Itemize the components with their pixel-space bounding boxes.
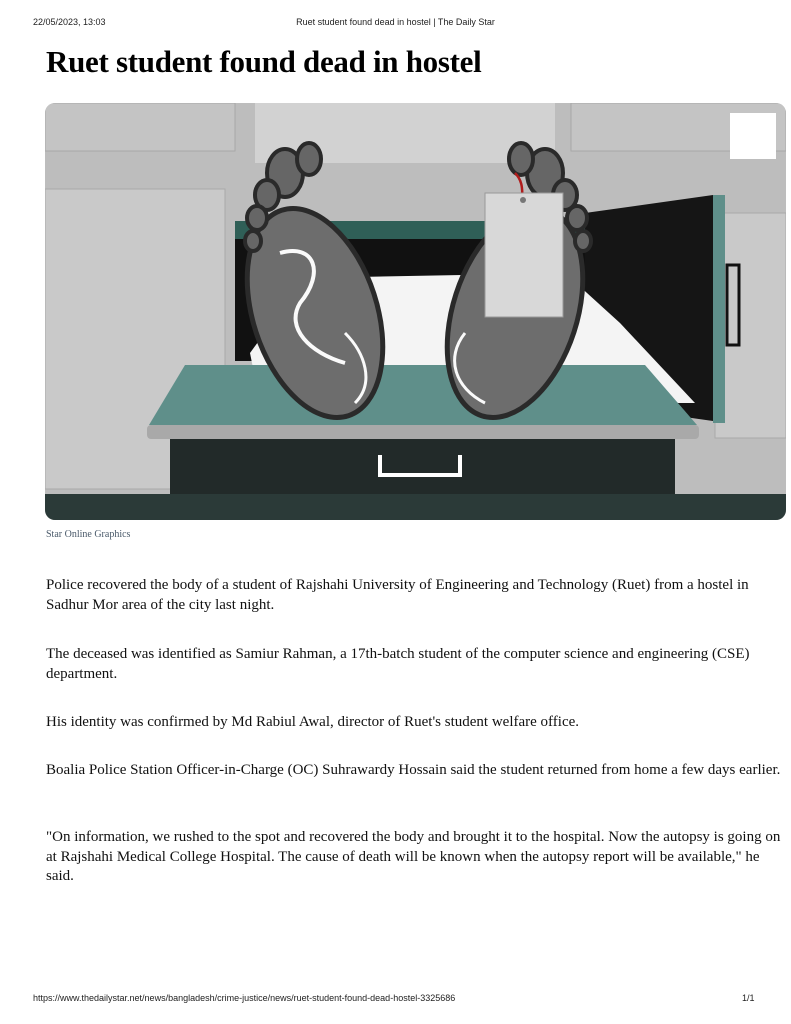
article-paragraph: Boalia Police Station Officer-in-Charge (OC) Suhrawardy Hossain said the student returned from home a few days earlier.: [46, 762, 781, 778]
article-headline: Ruet student found dead in hostel: [46, 44, 482, 79]
print-date: 22/05/2023, 13:03: [33, 17, 106, 27]
article-paragraph: Police recovered the body of a student of Rajshahi University of Engineering and Technology (Ruet) from a hostel in Sadhur Mor area of the city last night.: [46, 577, 749, 613]
image-caption: Star Online Graphics: [46, 529, 131, 540]
print-header: [0, 17, 791, 33]
article-paragraph: "On information, we rushed to the spot and recovered the body and brought it to the hospital. Now the autopsy is going on at Rajshahi Medical College Hospital. The cause of death will be known when the autopsy report will be available," he said.: [46, 829, 781, 884]
page-number: 1/1: [742, 993, 755, 1003]
toe-tag-icon: [485, 173, 563, 317]
article-illustration: [45, 103, 786, 520]
print-url: https://www.thedailystar.net/news/bangladesh/crime-justice/news/ruet-student-found-dead-hostel-3325686: [33, 993, 456, 1003]
morgue-illustration: [45, 103, 786, 520]
print-doc-title: Ruet student found dead in hostel | The Daily Star: [296, 17, 495, 27]
article-paragraph: The deceased was identified as Samiur Rahman, a 17th-batch student of the computer science and engineering (CSE) department.: [46, 646, 750, 682]
article-paragraph: His identity was confirmed by Md Rabiul Awal, director of Ruet's student welfare office.: [46, 714, 580, 730]
